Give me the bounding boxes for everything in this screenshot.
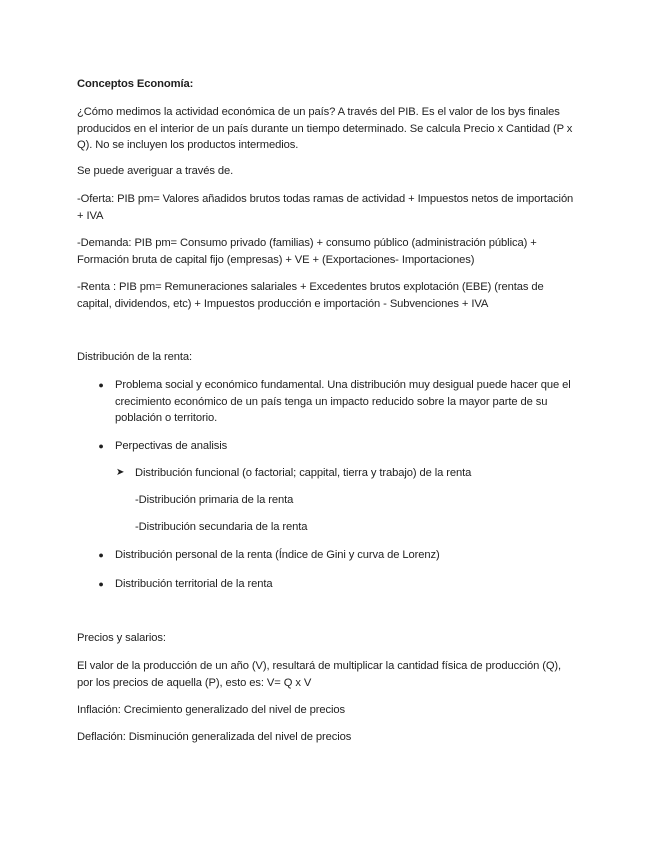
precios-heading: Precios y salarios: bbox=[77, 632, 166, 644]
sub-item-text: -Distribución primaria de la renta bbox=[135, 494, 294, 506]
arrow-item-text: Distribución funcional (o factorial; cappital, tierra y trabajo) de la renta bbox=[135, 467, 472, 479]
bullet-text: Distribución personal de la renta (Índice de Gini y curva de Lorenz) bbox=[115, 549, 440, 561]
demanda-paragraph: -Demanda: PIB pm= Consumo privado (familias) + consumo público (administración pública) + Formación bruta de capital fijo (empresas) + VE + (Exportaciones- Importaciones) bbox=[77, 237, 537, 266]
intro-paragraph: ¿Cómo medimos la actividad económica de un país? A través del PIB. Es el valor de los bys finales producidos en el interior de un país durante un tiempo determinado. Se calcula Precio x Cantidad (P x Q). No se incluyen los productos intermedios. bbox=[77, 106, 573, 151]
bullet-icon: ● bbox=[98, 441, 104, 451]
bullet-icon: ● bbox=[98, 550, 104, 560]
deflacion-paragraph: Deflación: Disminución generalizada del nivel de precios bbox=[77, 731, 352, 743]
arrow-bullet-icon: ➤ bbox=[116, 467, 125, 478]
renta-paragraph: -Renta : PIB pm= Remuneraciones salariales + Excedentes brutos explotación (EBE) (rentas de capital, dividendos, etc) + Impuestos producción e importación - Subvenciones + IVA bbox=[77, 281, 544, 310]
distribucion-heading: Distribución de la renta: bbox=[77, 351, 193, 363]
valor-paragraph: El valor de la producción de un año (V), resultará de multiplicar la cantidad física de producción (Q), por los precios de aquella (P), esto es: V= Q x V bbox=[77, 660, 562, 689]
bullet-text: Perpectivas de analisis bbox=[115, 440, 228, 452]
averiguar-paragraph: Se puede averiguar a través de. bbox=[77, 165, 234, 177]
bullet-icon: ● bbox=[98, 380, 104, 390]
document-title: Conceptos Economía: bbox=[77, 78, 194, 90]
oferta-paragraph: -Oferta: PIB pm= Valores añadidos brutos todas ramas de actividad + Impuestos netos de importación + IVA bbox=[77, 193, 574, 222]
sub-item-text: -Distribución secundaria de la renta bbox=[135, 521, 308, 533]
inflacion-paragraph: Inflación: Crecimiento generalizado del nivel de precios bbox=[77, 704, 346, 716]
bullet-text: Problema social y económico fundamental. Una distribución muy desigual puede hacer que el crecimiento económico de un país tenga un impacto reducido sobre la mayor parte de su población o territorio. bbox=[115, 379, 571, 424]
bullet-text: Distribución territorial de la renta bbox=[115, 578, 273, 590]
bullet-icon: ● bbox=[98, 579, 104, 589]
